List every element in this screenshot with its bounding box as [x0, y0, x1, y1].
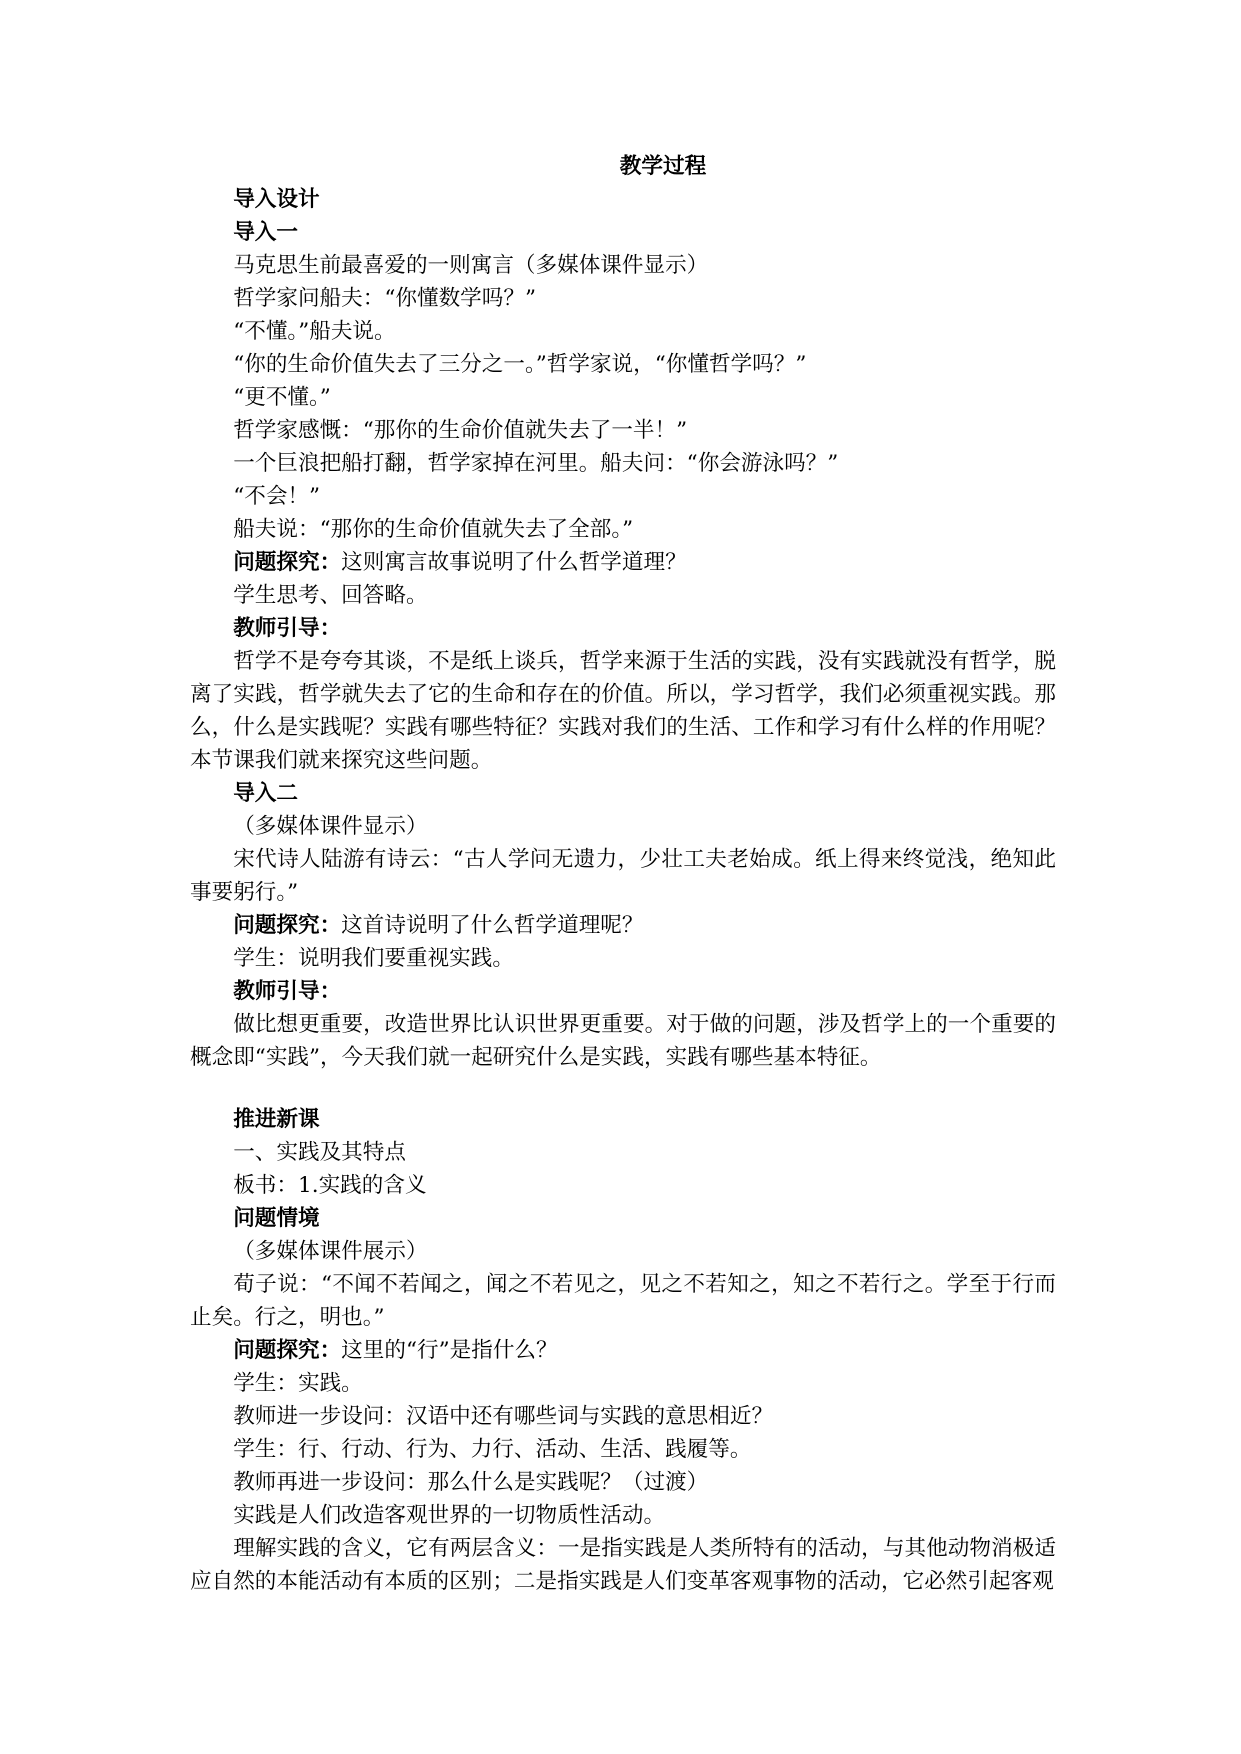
inquiry-text: 这则寓言故事说明了什么哲学道理？ — [341, 550, 687, 575]
teacher-guide-label: 教师引导： — [233, 979, 342, 1004]
blank-line — [190, 1074, 1056, 1103]
inquiry-label: 问题探究： — [233, 550, 342, 575]
section-heading: 一、实践及其特点 — [233, 1140, 406, 1165]
fable-line: 一个巨浪把船打翻，哲学家掉在河里。船夫问：“你会游泳吗？” — [233, 451, 839, 476]
fable-line: “你的生命价值失去了三分之一。”哲学家说，“你懂哲学吗？” — [233, 352, 807, 377]
dialogue-line: 学生：实践。 — [233, 1371, 363, 1396]
inquiry-label: 问题探究： — [233, 913, 342, 938]
intro-design-heading: 导入设计 — [233, 187, 320, 212]
definition-paragraph: 实践是人们改造客观世界的一切物质性活动。 — [233, 1503, 666, 1528]
dialogue-line: 教师再进一步设问：那么什么是实践呢？（过渡） — [233, 1470, 709, 1495]
document-page — [190, 150, 1056, 1598]
teacher-guide-text: 哲学不是夸夸其谈，不是纸上谈兵，哲学来源于生活的实践，没有实践就没有哲学，脱离了实践，哲学就失去了它的生命和存在的价值。所以，学习哲学，我们必须重视实践。那么，什么是实践呢？实践有哪些特征？实践对我们的生活、工作和学习有什么样的作用呢？本节课我们就来探究这些问题。 — [190, 649, 1056, 773]
fable-line: 马克思生前最喜爱的一则寓言（多媒体课件显示） — [233, 253, 709, 278]
media-note: （多媒体课件展示） — [233, 1239, 428, 1264]
fable-line: 哲学家感慨：“那你的生命价值就失去了一半！” — [233, 418, 688, 443]
student-answer: 学生思考、回答略。 — [233, 583, 428, 608]
dialogue-line: 学生：行、行动、行为、力行、活动、生活、践履等。 — [233, 1437, 752, 1462]
student-answer: 学生：说明我们要重视实践。 — [233, 946, 514, 971]
dialogue-line: 教师进一步设问：汉语中还有哪些词与实践的意思相近？ — [233, 1404, 774, 1429]
fable-line: 船夫说：“那你的生命价值就失去了全部。” — [233, 517, 634, 542]
inquiry-paragraph — [190, 909, 1056, 942]
inquiry-paragraph — [190, 546, 1056, 579]
fable-line: “不会！” — [233, 484, 321, 509]
teacher-guide-label: 教师引导： — [233, 616, 342, 641]
explanation-paragraph: 理解实践的含义，它有两层含义：一是指实践是人类所特有的活动，与其他动物消极适应自然的本能活动有本质的区别；二是指实践是人们变革客观事物的活动，它必然引起客观 — [190, 1536, 1056, 1594]
teacher-guide-text: 做比想更重要，改造世界比认识世界更重要。对于做的问题，涉及哲学上的一个重要的概念即“实践”，今天我们就一起研究什么是实践，实践有哪些基本特征。 — [190, 1012, 1056, 1070]
quote-paragraph: 荀子说：“不闻不若闻之，闻之不若见之，见之不若知之，知之不若行之。学至于行而止矣。行之，明也。” — [190, 1272, 1056, 1330]
inquiry-paragraph — [190, 1334, 1056, 1367]
intro-two-heading: 导入二 — [233, 781, 298, 806]
fable-line: “不懂。”船夫说。 — [233, 319, 396, 344]
inquiry-text: 这首诗说明了什么哲学道理呢？ — [341, 913, 644, 938]
inquiry-label: 问题探究： — [233, 1338, 342, 1363]
new-lesson-heading: 推进新课 — [233, 1107, 320, 1132]
fable-line: “更不懂。” — [233, 385, 331, 410]
fable-line: 哲学家问船夫：“你懂数学吗？” — [233, 286, 536, 311]
intro-one-heading: 导入一 — [233, 220, 298, 245]
scenario-heading: 问题情境 — [233, 1206, 320, 1231]
inquiry-text: 这里的“行”是指什么？ — [341, 1338, 558, 1363]
poem-paragraph: 宋代诗人陆游有诗云：“古人学问无遗力，少壮工夫老始成。纸上得来终觉浅，绝知此事要躬行。” — [190, 847, 1056, 905]
board-note: 板书：1.实践的含义 — [233, 1173, 427, 1198]
page-title: 教学过程 — [619, 154, 707, 179]
media-note: （多媒体课件显示） — [233, 814, 428, 839]
